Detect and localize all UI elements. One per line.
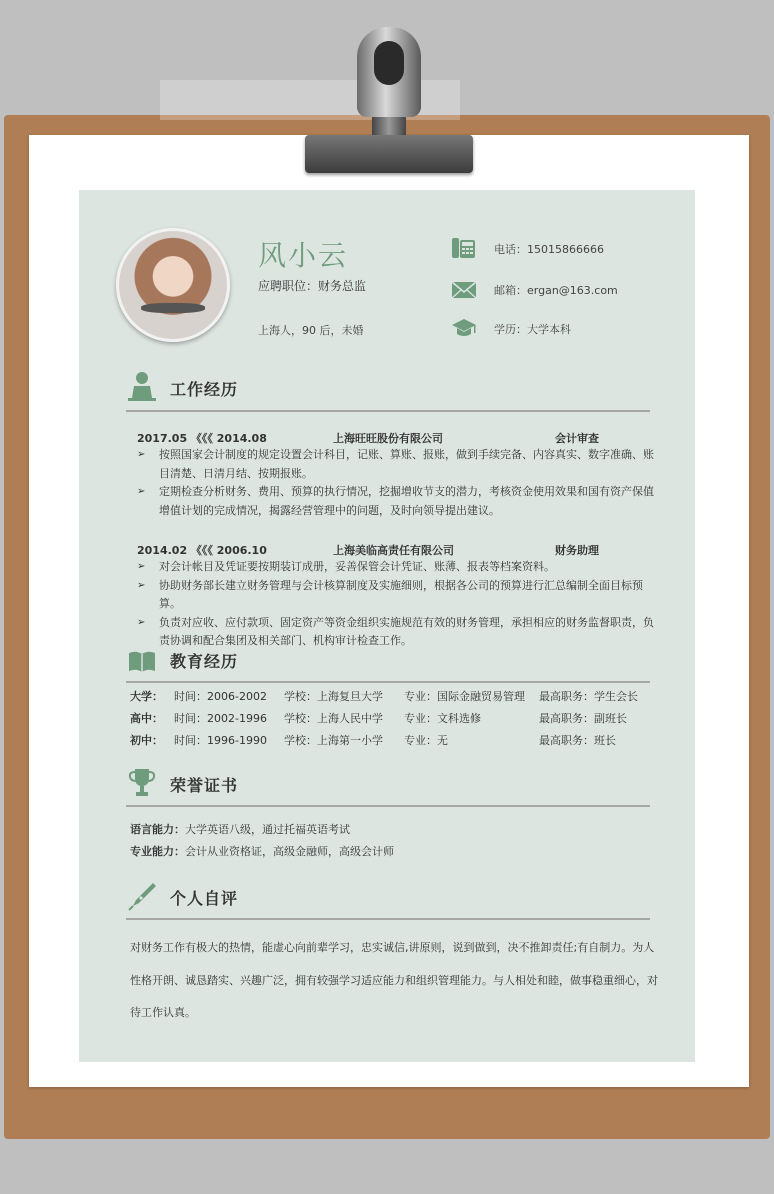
education-row bbox=[130, 710, 670, 726]
duty-item: ➢ 负责对应收、应付款项、固定资产等资金组织实施规范有效的财务管理，承担相应的财务监督职责，负责协调和配合集团及相关部门、机构审计检查工作。 bbox=[137, 614, 659, 651]
honor-row bbox=[130, 821, 350, 837]
edu-school: 学校：上海人民中学 bbox=[284, 712, 383, 725]
edu-time: 时间：2006-2002 bbox=[174, 690, 267, 703]
self-evaluation: 对财务工作有极大的热情，能虚心向前辈学习，忠实诚信,讲原则，说到做到，决不推卸责任;有自制力。为人性格开朗、诚恳踏实、兴趣广泛，拥有较强学习适应能力和组织管理能力。与人相处和睦，做事稳重细心，对待工作认真。 bbox=[130, 941, 658, 1019]
edu-major: 专业：无 bbox=[404, 734, 448, 747]
edu-school: 学校：上海第一小学 bbox=[284, 734, 383, 747]
pen-nib-icon bbox=[127, 880, 157, 912]
section-divider bbox=[126, 410, 650, 412]
edu-major: 专业：文科选修 bbox=[404, 712, 481, 725]
phone-icon bbox=[451, 236, 477, 260]
binder-clip-ring bbox=[357, 27, 421, 117]
honor-label: 专业能力： bbox=[130, 845, 185, 858]
resume-sheet bbox=[79, 190, 695, 1062]
job-duties bbox=[137, 558, 659, 651]
education-level-text: 学历：大学本科 bbox=[494, 323, 571, 336]
honor-label: 语言能力： bbox=[130, 823, 185, 836]
honor-text: 会计从业资格证，高级金融师，高级会计师 bbox=[185, 845, 394, 858]
job-duties bbox=[137, 446, 659, 520]
basic-info: 上海人，90 后，未婚 bbox=[258, 324, 364, 337]
applied-position: 应聘职位：财务总监 bbox=[258, 279, 367, 293]
honor-text: 大学英语八级，通过托福英语考试 bbox=[185, 823, 350, 836]
edu-time: 时间：1996-1990 bbox=[174, 734, 267, 747]
email-text: 邮箱：ergan@163.com bbox=[494, 284, 618, 297]
duty-item: ➢ 定期检查分析财务、费用、预算的执行情况，挖掘增收节支的潜力，考核资金使用效果和国有资产保值增值计划的完成情况，揭露经营管理中的问题，及时向领导提出建议。 bbox=[137, 483, 659, 520]
mail-icon bbox=[451, 278, 477, 302]
edu-level: 高中： bbox=[130, 712, 163, 725]
job-company: 上海美临高责任有限公司 bbox=[333, 544, 454, 557]
section-divider bbox=[126, 918, 650, 920]
duty-item: ➢ 协助财务部长建立财务管理与会计核算制度及实施细则，根据各公司的预算进行汇总编制全面目标预算。 bbox=[137, 577, 659, 614]
duty-item: ➢ 按照国家会计制度的规定设置会计科目，记账、算账、报账，做到手续完备、内容真实、数字准确、账目清楚、日清月结、按期报账。 bbox=[137, 446, 659, 483]
avatar bbox=[116, 228, 230, 342]
edu-role: 最高职务：副班长 bbox=[539, 712, 627, 725]
section-title-self: 个人自评 bbox=[170, 889, 239, 908]
duty-item: ➢ 对会计帐目及凭证要按期装订成册，妥善保管会计凭证、账薄、报表等档案资料。 bbox=[137, 558, 659, 577]
graduation-cap-icon bbox=[451, 316, 477, 340]
job-title: 财务助理 bbox=[555, 544, 599, 557]
honor-row bbox=[130, 843, 394, 859]
edu-time: 时间：2002-1996 bbox=[174, 712, 267, 725]
edu-school: 学校：上海复旦大学 bbox=[284, 690, 383, 703]
edu-major: 专业：国际金融贸易管理 bbox=[404, 690, 525, 703]
section-title-honors: 荣誉证书 bbox=[170, 776, 239, 795]
section-title-education: 教育经历 bbox=[170, 652, 239, 671]
trophy-icon bbox=[127, 766, 157, 798]
job-title: 会计审查 bbox=[555, 432, 599, 445]
section-title-work: 工作经历 bbox=[170, 380, 239, 399]
job-period: 2017.05 《《《 2014.08 bbox=[137, 432, 267, 445]
book-icon bbox=[127, 645, 157, 677]
edu-role: 最高职务：班长 bbox=[539, 734, 616, 747]
edu-level: 大学： bbox=[130, 690, 163, 703]
education-row bbox=[130, 688, 670, 704]
job-period: 2014.02 《《《 2006.10 bbox=[137, 544, 267, 557]
job-company: 上海旺旺股份有限公司 bbox=[333, 432, 443, 445]
education-row bbox=[130, 732, 670, 748]
edu-role: 最高职务：学生会长 bbox=[539, 690, 638, 703]
section-divider bbox=[126, 805, 650, 807]
section-divider bbox=[126, 681, 650, 683]
candidate-name: 风小云 bbox=[258, 239, 349, 272]
phone-text: 电话：15015866666 bbox=[494, 243, 604, 256]
binder-clip bbox=[305, 135, 473, 173]
edu-level: 初中： bbox=[130, 734, 163, 747]
person-icon bbox=[127, 370, 157, 402]
